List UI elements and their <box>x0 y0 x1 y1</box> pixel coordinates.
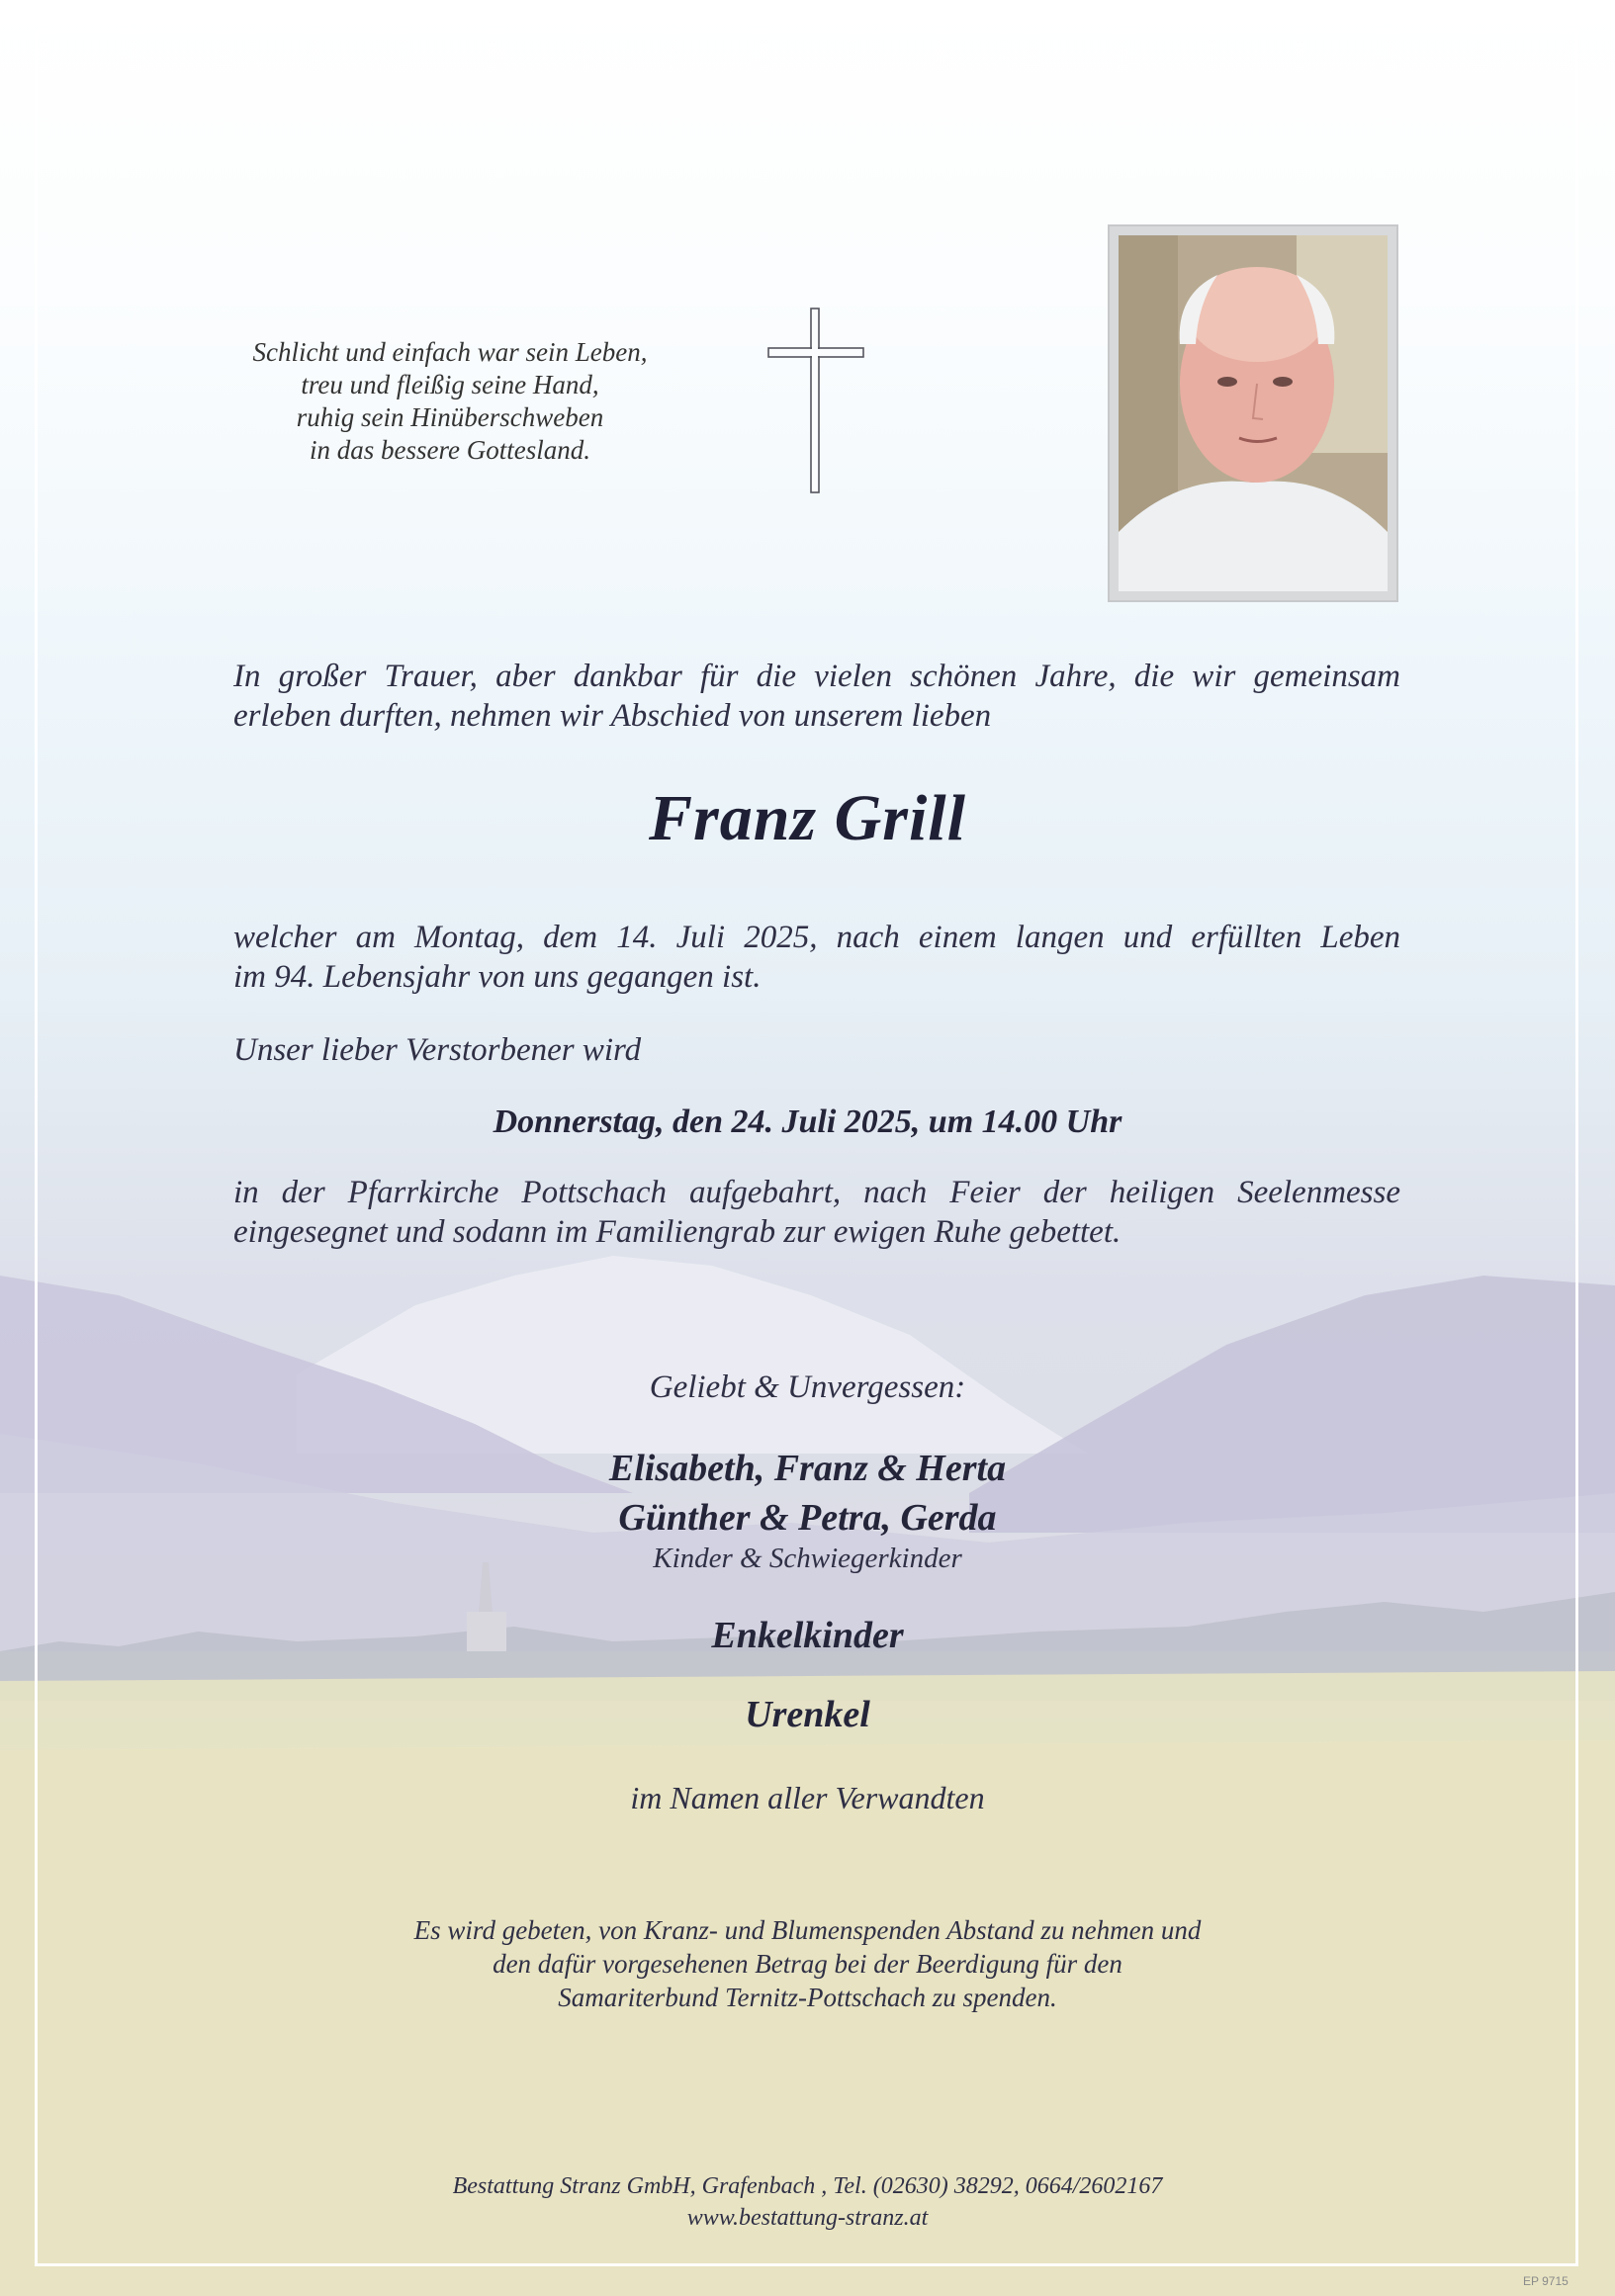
death-notice-line: welcher am Montag, dem 14. Juli 2025, nach einem langen und erfüllten Leben <box>233 920 1400 955</box>
funeral-home-footer <box>0 2170 1615 2234</box>
poem <box>203 336 697 467</box>
donation-request-line: den dafür vorgesehenen Betrag bei der Beerdigung für den <box>493 1949 1122 1979</box>
death-notice <box>233 918 1400 997</box>
donation-request-line: Es wird gebeten, von Kranz- und Blumenspenden Abstand zu nehmen und <box>413 1915 1202 1945</box>
cross-icon <box>766 307 865 494</box>
death-notice-line: im 94. Lebensjahr von uns gegangen ist. <box>233 959 762 995</box>
family-line: Elisabeth, Franz & Herta <box>608 1448 1007 1489</box>
funeral-home-website: www.bestattung-stranz.at <box>686 2205 929 2231</box>
relatives-note: im Namen aller Verwandten <box>630 1780 985 1815</box>
grandchildren: Enkelkinder <box>711 1615 904 1656</box>
poem-line: in das bessere Gottesland. <box>310 435 590 465</box>
funeral-details-line: in der Pfarrkirche Pottschach aufgebahrt, nach Feier der heiligen Seelenmesse <box>233 1175 1400 1210</box>
portrait-photo <box>1119 235 1388 591</box>
family-names <box>0 1444 1615 1543</box>
family-caption: Kinder & Schwiegerkinder <box>653 1543 962 1574</box>
mourners-heading: Geliebt & Unvergessen: <box>649 1369 966 1405</box>
intro-line: erleben durften, nehmen wir Abschied von unserem lieben <box>233 698 992 734</box>
portrait-frame <box>1108 224 1398 602</box>
funeral-details-line: eingesegnet und sodann im Familiengrab zur ewigen Ruhe gebettet. <box>233 1214 1122 1250</box>
donation-request-line: Samariterbund Ternitz-Pottschach zu spenden. <box>558 1983 1057 2012</box>
poem-line: treu und fleißig seine Hand, <box>301 370 599 399</box>
funeral-details <box>233 1173 1400 1252</box>
funeral-home-contact: Bestattung Stranz GmbH, Grafenbach , Tel. (02630) 38292, 0664/2602167 <box>452 2173 1163 2199</box>
intro-line: In großer Trauer, aber dankbar für die vielen schönen Jahre, die wir gemeinsam <box>233 659 1400 694</box>
family-line: Günther & Petra, Gerda <box>618 1497 997 1539</box>
poem-line: Schlicht und einfach war sein Leben, <box>252 337 648 367</box>
deceased-name: Franz Grill <box>649 782 966 854</box>
funeral-date: Donnerstag, den 24. Juli 2025, um 14.00 Uhr <box>493 1104 1122 1140</box>
product-code: EP 9715 <box>1523 2274 1569 2288</box>
donation-request <box>0 1913 1615 2014</box>
great-grandchildren: Urenkel <box>745 1694 870 1735</box>
poem-line: ruhig sein Hinüberschweben <box>296 402 604 432</box>
funeral-lead: Unser lieber Verstorbener wird <box>233 1032 642 1068</box>
intro-text <box>233 657 1400 736</box>
